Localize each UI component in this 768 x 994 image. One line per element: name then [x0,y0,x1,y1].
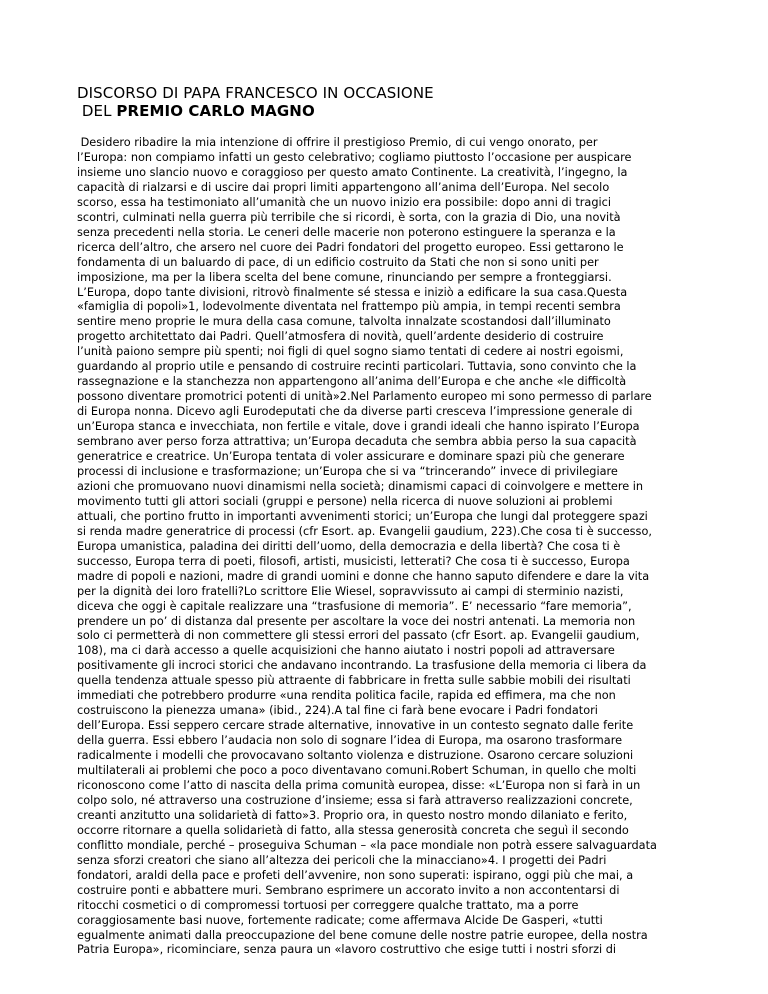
title-line-2 [77,102,697,120]
speech-body-text: Desidero ribadire la mia intenzione di offrire il prestigioso Premio, di cui vengo onorato, per l’Europa: non compiamo infatti un gesto celebrativo; cogliamo piuttosto l’occasione per auspicare insieme uno slancio nuovo e coraggioso per questo amato Continente. La creatività, l’ingegno, la capacità di rialzarsi e di uscire dai propri limiti appartengono all’anima dell’Europa. Nel secolo scorso, essa ha testimoniato all’umanità che un nuovo inizio era possibile: dopo anni di tragici scontri, culminati nella guerra più terribile che si ricordi, è sorta, con la grazia di Dio, una novità senza precedenti nella storia. Le ceneri delle macerie non poterono estinguere la speranza e la ricerca dell’altro, che arsero nel cuore dei Padri fondatori del progetto europeo. Essi gettarono le fondamenta di un baluardo di pace, di un edificio costruito da Stati che non si sono uniti per imposizione, ma per la libera scelta del bene comune, rinunciando per sempre a fronteggiarsi. L’Europa, dopo tante divisioni, ritrovò finalmente sé stessa e iniziò a edificare la sua casa.Questa «famiglia di popoli»1, lodevolmente diventata nel frattempo più ampia, in tempi recenti sembra sentire meno proprie le mura della casa comune, talvolta innalzate scostandosi dall’illuminato progetto architettato dai Padri. Quell’atmosfera di novità, quell’ardente desiderio di costruire l’unità paiono sempre più spenti; noi figli di quel sogno siamo tentati di cedere ai nostri egoismi, guardando al proprio utile e pensando di costruire recinti particolari. Tuttavia, sono convinto che la rassegnazione e la stanchezza non appartengono all’anima dell’Europa e che anche «le difficoltà possono diventare promotrici potenti di unità»2.Nel Parlamento europeo mi sono permesso di parlare di Europa nonna. Dicevo agli Eurodeputati che da diverse parti cresceva l’impressione generale di un’Europa stanca e invecchiata, non fertile e vitale, dove i grandi ideali che hanno ispirato l’Europa sembrano aver perso forza attrattiva; un’Europa decaduta che sembra abbia perso la sua capacità generatrice e creatrice. Un’Europa tentata di voler assicurare e dominare spazi più che generare processi di inclusione e trasformazione; un’Europa che si va “trincerando” invece di privilegiare azioni che promuovano nuovi dinamismi nella società; dinamismi capaci di coinvolgere e mettere in movimento tutti gli attori sociali (gruppi e persone) nella ricerca di nuove soluzioni ai problemi attuali, che portino frutto in importanti avvenimenti storici; un’Europa che lungi dal proteggere spazi si renda madre generatrice di processi (cfr Esort. ap. Evangelii gaudium, 223).Che cosa ti è successo, Europa umanistica, paladina dei diritti dell’uomo, della democrazia e della libertà? Che cosa ti è successo, Europa terra di poeti, filosofi, artisti, musicisti, letterati? Che cosa ti è successo, Europa madre di popoli e nazioni, madre di grandi uomini e donne che hanno saputo difendere e dare la vita per la dignità dei loro fratelli?Lo scrittore Elie Wiesel, sopravvissuto ai campi di sterminio nazisti, diceva che oggi è capitale realizzare una “trasfusione di memoria”. E’ necessario “fare memoria”, prendere un po’ di distanza dal presente per ascoltare la voce dei nostri antenati. La memoria non solo ci permetterà di non commettere gli stessi errori del passato (cfr Esort. ap. Evangelii gaudium, 108), ma ci darà accesso a quelle acquisizioni che hanno aiutato i nostri popoli ad attraversare positivamente gli incroci storici che andavano incontrando. La trasfusione della memoria ci libera da quella tendenza attuale spesso più attraente di fabbricare in fretta sulle sabbie mobili dei risultati immediati che potrebbero produrre «una rendita politica facile, rapida ed effimera, ma che non costruiscono la pienezza umana» (ibid., 224).A tal fine ci farà bene evocare i Padri fondatori dell’Europa. Essi seppero cercare strade alternative, innovative in un contesto segnato dalle ferite della guerra. Essi ebbero l’audacia non solo di sognare l’idea di Europa, ma osarono trasformare radicalmente i modelli che provocavano soltanto violenza e distruzione. Osarono cercare soluzioni multilaterali ai problemi che poco a poco diventavano comuni.Robert Schuman, in quello che molti riconoscono come l’atto di nascita della prima comunità europea, disse: «L’Europa non si farà in un colpo solo, né attraverso una costruzione d’insieme; essa si farà attraverso realizzazioni concrete, creanti anzitutto una solidarietà di fatto»3. Proprio ora, in questo nostro mondo dilaniato e ferito, occorre ritornare a quella solidarietà di fatto, alla stessa generosità concreta che seguì il secondo conflitto mondiale, perché – proseguiva Schuman – «la pace mondiale non potrà essere salvaguardata senza sforzi creatori che siano all’altezza dei pericoli che la minacciano»4. I progetti dei Padri fondatori, araldi della pace e profeti dell’avvenire, non sono superati: ispirano, oggi più che mai, a costruire ponti e abbattere muri. Sembrano esprimere un accorato invito a non accontentarsi di ritocchi cosmetici o di compromessi tortuosi per correggere qualche trattato, ma a porre coraggiosamente basi nuove, fortemente radicate; come affermava Alcide De Gasperi, «tutti egualmente animati dalla preoccupazione del bene comune delle nostre patrie europee, della nostra Patria Europa», ricominciare, senza paura un «lavoro costruttivo che esige tutti i nostri sforzi di [77,136,657,957]
title-award-name: PREMIO CARLO MAGNO [116,102,315,120]
document-title [77,84,697,120]
title-line-1: DISCORSO DI PAPA FRANCESCO IN OCCASIONE [77,84,434,102]
title-line-2-prefix: DEL [77,102,117,120]
document-content [77,84,697,958]
